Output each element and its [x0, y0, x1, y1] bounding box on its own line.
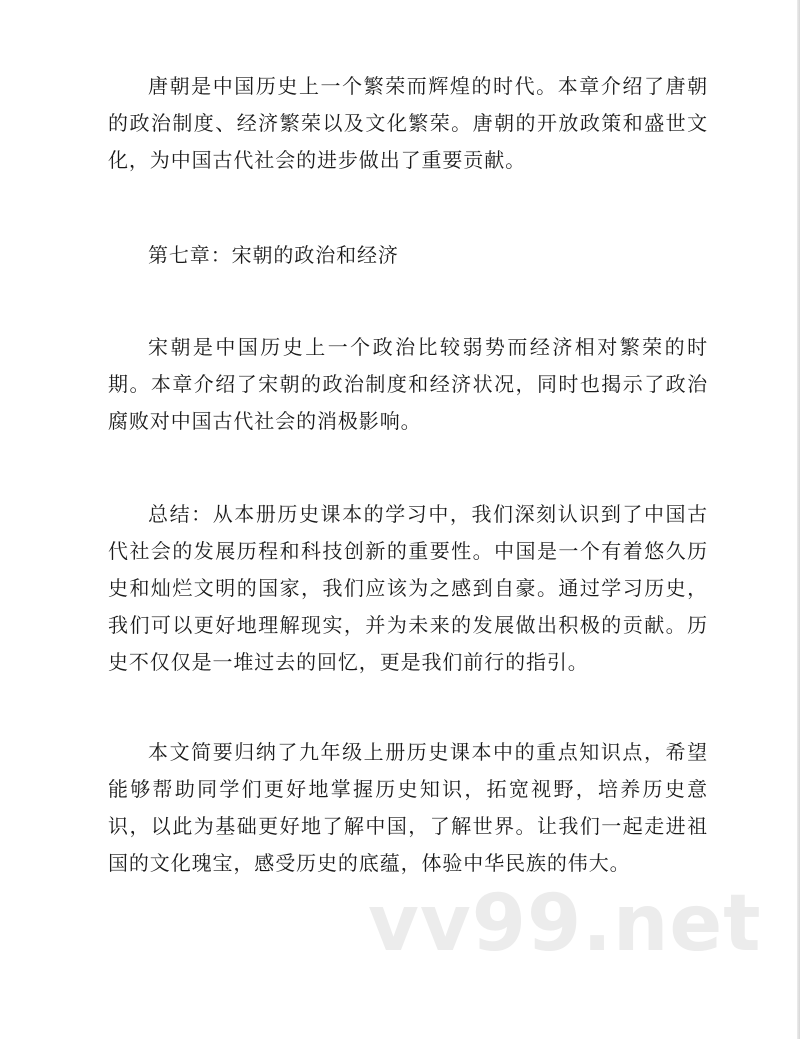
paragraph-tang-dynasty: 唐朝是中国历史上一个繁荣而辉煌的时代。本章介绍了唐朝的政治制度、经济繁荣以及文化繁荣。唐朝的开放政策和盛世文化，为中国古代社会的进步做出了重要贡献。 [108, 74, 708, 172]
paragraph-summary: 总结：从本册历史课本的学习中，我们深刻认识到了中国古代社会的发展历程和科技创新的重要性。中国是一个有着悠久历史和灿烂文明的国家，我们应该为之感到自豪。通过学习历史，我们可以更好地理解现实，并为未来的发展做出积极的贡献。历史不仅仅是一堆过去的回忆，更是我们前行的指引。 [108, 502, 708, 674]
watermark-text: vv99.net [368, 879, 762, 969]
chapter-heading: 第七章：宋朝的政治和经济 [148, 243, 399, 267]
paragraph-conclusion: 本文简要归纳了九年级上册历史课本中的重点知识点，希望能够帮助同学们更好地掌握历史知识，拓宽视野，培养历史意识，以此为基础更好地了解中国，了解世界。让我们一起走进祖国的文化瑰宝，感受历史的底蕴，体验中华民族的伟大。 [108, 740, 708, 875]
paragraph-song-dynasty: 宋朝是中国历史上一个政治比较弱势而经济相对繁荣的时期。本章介绍了宋朝的政治制度和经济状况，同时也揭示了政治腐败对中国古代社会的消极影响。 [108, 335, 708, 433]
